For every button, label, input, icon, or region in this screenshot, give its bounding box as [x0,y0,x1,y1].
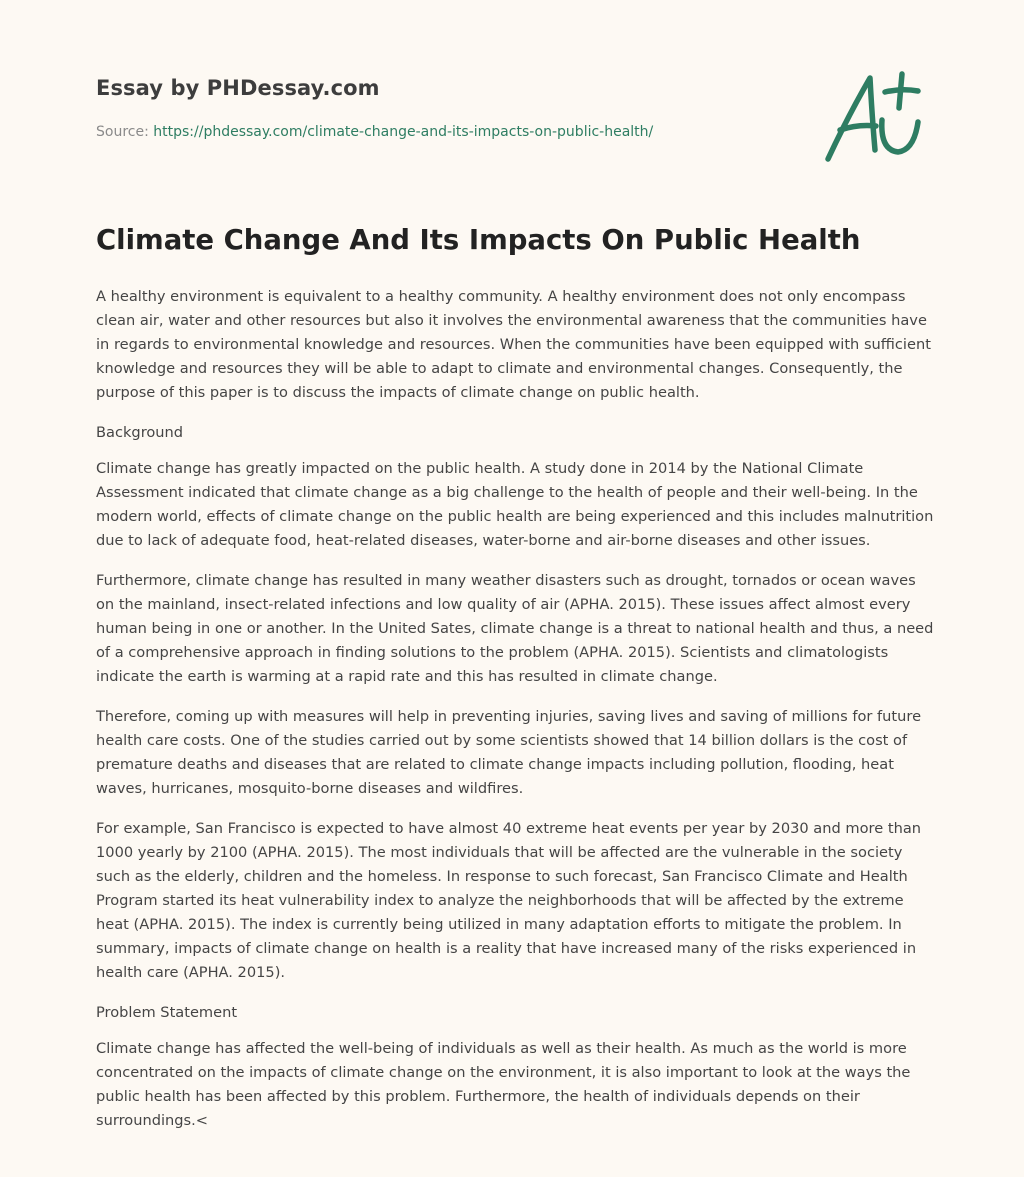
essay-paragraph: Climate change has greatly impacted on the public health. A study done in 2014 by the National Climate Assessment indicated that climate change as a big challenge to the health of people and their well-being. In the modern world, effects of climate change on the public health are being experienced and this includes malnutrition due to lack of adequate food, heat-related diseases, water-borne and air-borne diseases and other issues. [96,460,934,549]
source-link[interactable]: https://phdessay.com/climate-change-and-its-impacts-on-public-health/ [153,124,654,140]
source-label: Source: [96,124,154,140]
a-plus-logo-icon [822,66,928,166]
site-title: Essay by PHDessay.com [96,76,380,100]
essay-paragraph: Climate change has affected the well-being of individuals as well as their health. As much as the world is more concentrated on the impacts of climate change on the environment, it is also important to look at the ways the public health has been affected by this problem. Furthermore, the health of individuals depends on their surroundings.< [96,1040,911,1129]
section-heading-problem-statement: Problem Statement [96,1004,238,1021]
section-heading-background: Background [96,424,184,441]
essay-intro-paragraph: A healthy environment is equivalent to a healthy community. A healthy environment does not only encompass clean air, water and other resources but also it involves the environmental awareness that the communities have in regards to environmental knowledge and resources. When the communities have been equipped with sufficient knowledge and resources they will be able to adapt to climate and environmental changes. Consequently, the purpose of this paper is to discuss the impacts of climate change on public health. [96,288,931,401]
essay-body [96,285,934,1149]
essay-paragraph: Furthermore, climate change has resulted in many weather disasters such as drought, tornados or ocean waves on the mainland, insect-related infections and low quality of air (APHA. 2015). These issues affect almost every human being in one or another. In the United Sates, climate change is a threat to national health and thus, a need of a comprehensive approach in finding solutions to the problem (APHA. 2015). Scientists and climatologists indicate the earth is warming at a rapid rate and this has resulted in climate change. [96,572,934,685]
essay-title: Climate Change And Its Impacts On Public Health [96,224,861,256]
essay-paragraph: Therefore, coming up with measures will help in preventing injuries, saving lives and saving of millions for future health care costs. One of the studies carried out by some scientists showed that 14 billion dollars is the cost of premature deaths and diseases that are related to climate change impacts including pollution, flooding, heat waves, hurricanes, mosquito-borne diseases and wildfires. [96,708,922,797]
essay-paragraph: For example, San Francisco is expected to have almost 40 extreme heat events per year by 2030 and more than 1000 yearly by 2100 (APHA. 2015). The most individuals that will be affected are the vulnerable in the society such as the elderly, children and the homeless. In response to such forecast, San Francisco Climate and Health Program started its heat vulnerability index to analyze the neighborhoods that will be affected by the extreme heat (APHA. 2015). The index is currently being utilized in many adaptation efforts to mitigate the problem. In summary, impacts of climate change on health is a reality that have increased many of the risks experienced in health care (APHA. 2015). [96,820,922,981]
source-line [96,124,653,140]
